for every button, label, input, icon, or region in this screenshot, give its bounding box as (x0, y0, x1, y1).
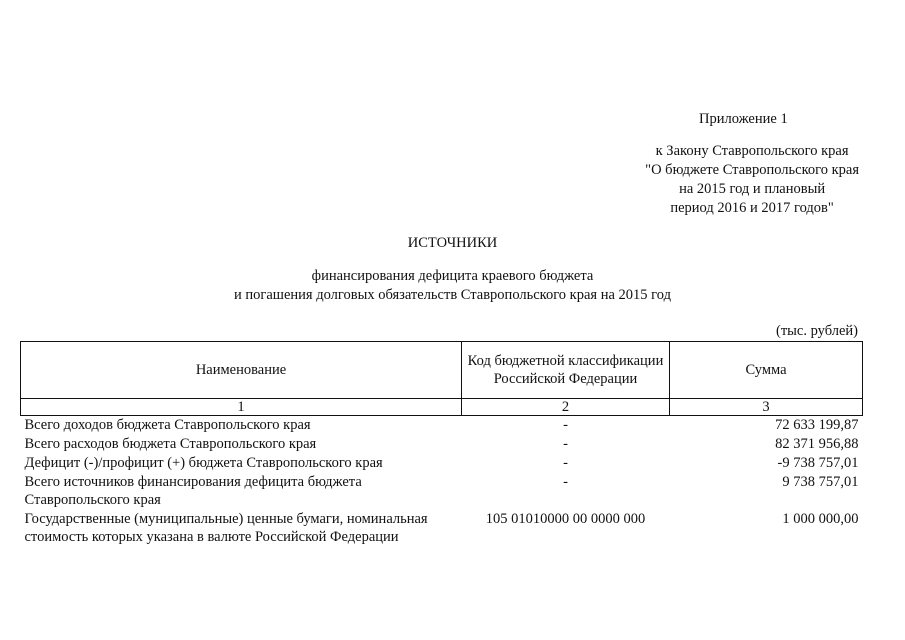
appendix-number: Приложение 1 (699, 111, 788, 127)
table-row (21, 473, 863, 510)
column-number: 1 (21, 399, 462, 416)
row-name: Всего расходов бюджета Ставропольского края (24, 436, 317, 452)
table-row (21, 510, 863, 547)
column-number: 3 (670, 399, 863, 416)
row-code: - (563, 417, 568, 433)
row-sum: 9 738 757,01 (782, 474, 859, 490)
column-header-code: Код бюджетной классификации Российской Федерации (462, 342, 670, 399)
column-number-row (21, 399, 863, 416)
law-reference-line: на 2015 год и плановый (679, 181, 826, 197)
table-row (21, 435, 863, 454)
subtitle-line: финансирования дефицита краевого бюджета (311, 268, 594, 284)
row-name: Всего источников финансирования дефицита бюджета Ставропольского края (24, 474, 362, 508)
row-name: Всего доходов бюджета Ставропольского края (24, 417, 311, 433)
subtitle-line: и погашения долговых обязательств Ставропольского края на 2015 год (234, 287, 671, 303)
row-sum: 1 000 000,00 (782, 511, 859, 527)
table-header-row (21, 342, 863, 399)
law-reference-line: "О бюджете Ставропольского края (645, 162, 859, 178)
law-reference (645, 142, 859, 218)
row-sum: 72 633 199,87 (775, 417, 859, 433)
units-label: (тыс. рублей) (776, 323, 858, 339)
row-name: Дефицит (-)/профицит (+) бюджета Ставропольского края (24, 455, 383, 471)
column-header-name: Наименование (21, 342, 462, 399)
budget-sources-table (20, 341, 863, 547)
document-subtitle (0, 267, 905, 305)
row-code: - (563, 474, 568, 490)
law-reference-line: период 2016 и 2017 годов" (670, 200, 834, 216)
row-code: 105 01010000 00 0000 000 (485, 511, 646, 527)
row-code: - (563, 436, 568, 452)
column-header-sum: Сумма (670, 342, 863, 399)
row-sum: -9 738 757,01 (777, 455, 859, 471)
table-row (21, 454, 863, 473)
document-title: ИСТОЧНИКИ (407, 235, 498, 251)
row-sum: 82 371 956,88 (775, 436, 859, 452)
table-row (21, 416, 863, 436)
column-number: 2 (462, 399, 670, 416)
row-code: - (563, 455, 568, 471)
law-reference-line: к Закону Ставропольского края (655, 143, 849, 159)
row-name: Государственные (муниципальные) ценные бумаги, номинальная стоимость которых указана в валюте Российской Федерации (24, 511, 428, 545)
